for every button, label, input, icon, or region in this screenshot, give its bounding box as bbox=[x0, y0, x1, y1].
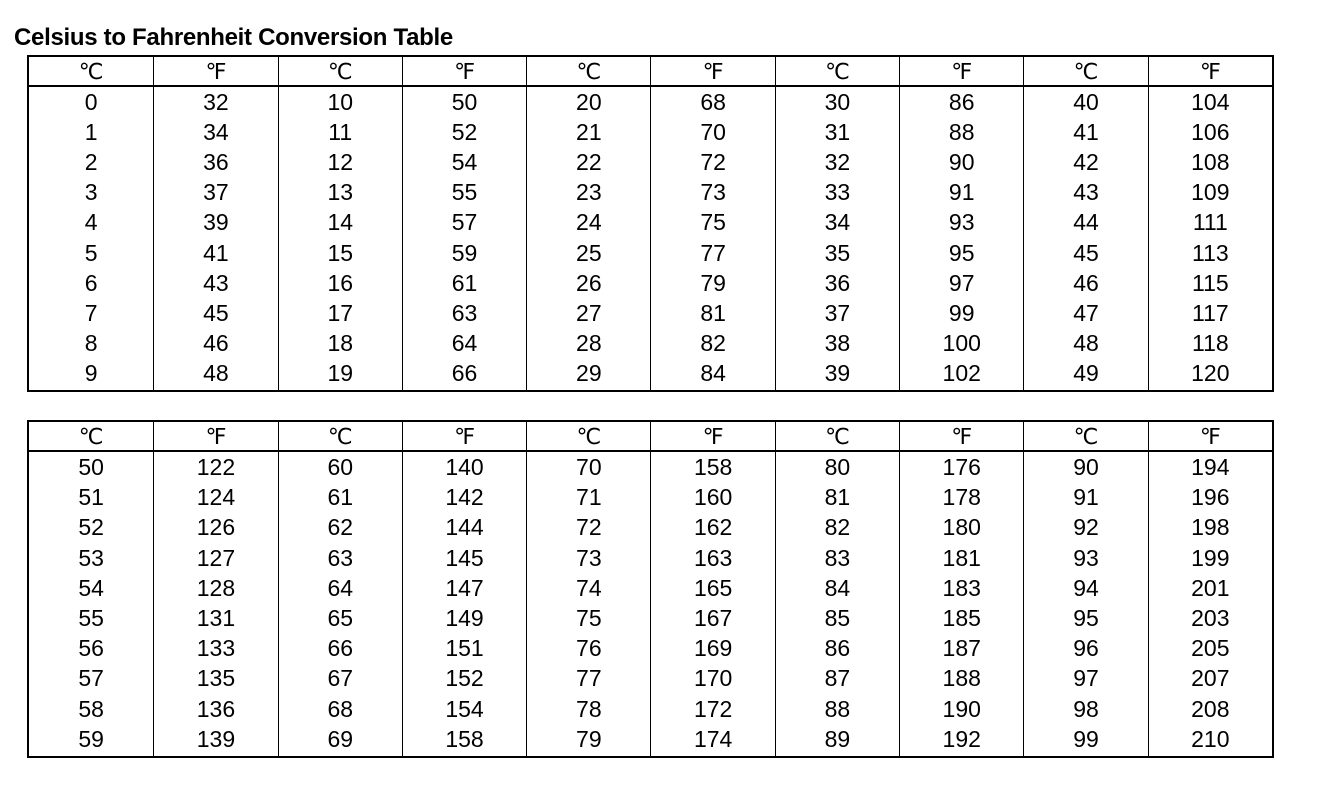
fahrenheit-cell: 113 bbox=[1191, 239, 1229, 266]
celsius-cell: 64 bbox=[327, 574, 354, 601]
fahrenheit-cell: 165 bbox=[693, 574, 733, 601]
fahrenheit-cell: 82 bbox=[700, 329, 726, 356]
fahrenheit-column bbox=[153, 452, 277, 756]
fahrenheit-cell: 144 bbox=[445, 514, 484, 541]
fahrenheit-cell: 45 bbox=[203, 299, 229, 326]
celsius-cell: 2 bbox=[84, 149, 98, 176]
fahrenheit-cell: 102 bbox=[942, 359, 981, 386]
celsius-cell: 99 bbox=[1073, 725, 1099, 752]
fahrenheit-cell: 39 bbox=[203, 209, 229, 236]
celsius-cell: 13 bbox=[327, 179, 354, 206]
celsius-cell: 34 bbox=[824, 209, 851, 236]
fahrenheit-cell: 199 bbox=[1191, 544, 1230, 571]
fahrenheit-column bbox=[899, 87, 1023, 390]
celsius-cell: 52 bbox=[78, 514, 104, 541]
celsius-cell: 6 bbox=[84, 269, 98, 296]
celsius-cell: 93 bbox=[1073, 544, 1099, 571]
celsius-cell: 26 bbox=[576, 269, 602, 296]
celsius-cell: 33 bbox=[824, 179, 851, 206]
fahrenheit-cell: 162 bbox=[693, 514, 733, 541]
celsius-column bbox=[1023, 87, 1147, 390]
fahrenheit-cell: 136 bbox=[196, 695, 236, 722]
fahrenheit-cell: 72 bbox=[700, 149, 726, 176]
fahrenheit-cell: 32 bbox=[203, 89, 229, 116]
fahrenheit-cell: 185 bbox=[942, 605, 981, 632]
celsius-cell: 54 bbox=[78, 574, 104, 601]
fahrenheit-cell: 59 bbox=[451, 239, 478, 266]
fahrenheit-cell: 70 bbox=[700, 119, 726, 146]
celsius-cell: 86 bbox=[824, 635, 851, 662]
fahrenheit-cell: 41 bbox=[203, 239, 229, 266]
fahrenheit-cell: 126 bbox=[196, 514, 236, 541]
header-fahrenheit: ℉ bbox=[402, 57, 526, 85]
celsius-cell: 96 bbox=[1073, 635, 1099, 662]
celsius-cell: 50 bbox=[78, 454, 104, 481]
fahrenheit-column bbox=[650, 452, 774, 756]
fahrenheit-cell: 77 bbox=[700, 239, 726, 266]
fahrenheit-cell: 208 bbox=[1191, 695, 1230, 722]
fahrenheit-cell: 140 bbox=[445, 454, 484, 481]
celsius-column bbox=[526, 452, 650, 756]
fahrenheit-cell: 115 bbox=[1191, 269, 1229, 296]
celsius-cell: 18 bbox=[327, 329, 354, 356]
header-celsius: ℃ bbox=[78, 59, 104, 84]
celsius-cell: 1 bbox=[84, 119, 98, 146]
celsius-cell: 23 bbox=[576, 179, 602, 206]
celsius-cell: 78 bbox=[576, 695, 602, 722]
celsius-cell: 69 bbox=[327, 725, 354, 752]
fahrenheit-cell: 90 bbox=[948, 149, 975, 176]
fahrenheit-cell: 43 bbox=[203, 269, 229, 296]
celsius-cell: 12 bbox=[327, 149, 354, 176]
page-title: Celsius to Fahrenheit Conversion Table bbox=[14, 24, 453, 51]
fahrenheit-cell: 50 bbox=[451, 89, 478, 116]
celsius-cell: 10 bbox=[327, 89, 354, 116]
header-fahrenheit: ℉ bbox=[1148, 422, 1272, 450]
fahrenheit-cell: 37 bbox=[203, 179, 229, 206]
fahrenheit-cell: 158 bbox=[445, 725, 484, 752]
fahrenheit-cell: 61 bbox=[451, 269, 478, 296]
fahrenheit-cell: 57 bbox=[451, 209, 478, 236]
celsius-cell: 27 bbox=[576, 299, 602, 326]
celsius-cell: 89 bbox=[824, 725, 851, 752]
celsius-cell: 25 bbox=[576, 239, 602, 266]
fahrenheit-cell: 127 bbox=[196, 544, 236, 571]
celsius-cell: 62 bbox=[327, 514, 354, 541]
celsius-cell: 87 bbox=[824, 665, 851, 692]
fahrenheit-column bbox=[650, 87, 774, 390]
fahrenheit-cell: 178 bbox=[942, 484, 981, 511]
fahrenheit-cell: 172 bbox=[693, 695, 733, 722]
fahrenheit-cell: 205 bbox=[1191, 635, 1230, 662]
celsius-cell: 55 bbox=[78, 605, 104, 632]
fahrenheit-cell: 194 bbox=[1191, 454, 1230, 481]
header-fahrenheit: ℉ bbox=[650, 57, 774, 85]
fahrenheit-cell: 34 bbox=[203, 119, 229, 146]
fahrenheit-cell: 128 bbox=[196, 574, 236, 601]
celsius-cell: 15 bbox=[327, 239, 354, 266]
celsius-cell: 28 bbox=[576, 329, 602, 356]
fahrenheit-cell: 99 bbox=[948, 299, 975, 326]
celsius-column bbox=[29, 452, 153, 756]
fahrenheit-cell: 169 bbox=[693, 635, 733, 662]
celsius-cell: 75 bbox=[576, 605, 602, 632]
table-body bbox=[29, 87, 1272, 390]
celsius-cell: 84 bbox=[824, 574, 851, 601]
celsius-cell: 40 bbox=[1073, 89, 1099, 116]
celsius-cell: 38 bbox=[824, 329, 851, 356]
fahrenheit-cell: 210 bbox=[1191, 725, 1230, 752]
fahrenheit-cell: 201 bbox=[1191, 574, 1230, 601]
fahrenheit-cell: 120 bbox=[1191, 359, 1230, 386]
fahrenheit-cell: 147 bbox=[445, 574, 484, 601]
table-body bbox=[29, 452, 1272, 756]
celsius-cell: 41 bbox=[1073, 119, 1099, 146]
fahrenheit-cell: 100 bbox=[942, 329, 981, 356]
celsius-cell: 29 bbox=[576, 359, 602, 386]
celsius-cell: 31 bbox=[824, 119, 851, 146]
celsius-cell: 74 bbox=[576, 574, 602, 601]
celsius-cell: 76 bbox=[576, 635, 602, 662]
fahrenheit-cell: 163 bbox=[693, 544, 733, 571]
table-header-row bbox=[29, 422, 1272, 452]
celsius-cell: 90 bbox=[1073, 454, 1099, 481]
fahrenheit-cell: 111 bbox=[1192, 209, 1228, 236]
fahrenheit-cell: 174 bbox=[693, 725, 733, 752]
celsius-cell: 16 bbox=[327, 269, 354, 296]
celsius-cell: 44 bbox=[1073, 209, 1099, 236]
fahrenheit-cell: 64 bbox=[451, 329, 478, 356]
fahrenheit-cell: 108 bbox=[1191, 149, 1230, 176]
fahrenheit-cell: 190 bbox=[942, 695, 981, 722]
table-header-row bbox=[29, 57, 1272, 87]
conversion-table-2 bbox=[27, 420, 1274, 758]
fahrenheit-cell: 183 bbox=[942, 574, 981, 601]
celsius-cell: 98 bbox=[1073, 695, 1099, 722]
celsius-cell: 48 bbox=[1073, 329, 1099, 356]
fahrenheit-cell: 95 bbox=[948, 239, 975, 266]
fahrenheit-cell: 55 bbox=[451, 179, 478, 206]
celsius-cell: 43 bbox=[1073, 179, 1099, 206]
celsius-column bbox=[278, 87, 402, 390]
celsius-column bbox=[775, 452, 899, 756]
celsius-cell: 35 bbox=[824, 239, 851, 266]
celsius-cell: 19 bbox=[327, 359, 354, 386]
fahrenheit-cell: 154 bbox=[445, 695, 484, 722]
fahrenheit-cell: 131 bbox=[196, 605, 236, 632]
fahrenheit-column bbox=[402, 452, 526, 756]
fahrenheit-cell: 52 bbox=[451, 119, 478, 146]
header-fahrenheit: ℉ bbox=[899, 57, 1023, 85]
celsius-cell: 49 bbox=[1073, 359, 1099, 386]
fahrenheit-cell: 109 bbox=[1191, 179, 1230, 206]
fahrenheit-cell: 158 bbox=[693, 454, 733, 481]
celsius-cell: 3 bbox=[84, 179, 98, 206]
celsius-cell: 46 bbox=[1073, 269, 1099, 296]
fahrenheit-cell: 48 bbox=[203, 359, 229, 386]
header-fahrenheit: ℉ bbox=[650, 422, 774, 450]
celsius-column bbox=[29, 87, 153, 390]
fahrenheit-cell: 63 bbox=[451, 299, 478, 326]
header-fahrenheit: ℉ bbox=[899, 422, 1023, 450]
celsius-cell: 20 bbox=[576, 89, 602, 116]
fahrenheit-cell: 176 bbox=[942, 454, 981, 481]
celsius-cell: 97 bbox=[1073, 665, 1099, 692]
fahrenheit-cell: 122 bbox=[196, 454, 236, 481]
celsius-cell: 24 bbox=[576, 209, 602, 236]
celsius-cell: 80 bbox=[824, 454, 851, 481]
header-fahrenheit: ℉ bbox=[153, 422, 277, 450]
header-celsius: ℃ bbox=[526, 57, 650, 85]
celsius-cell: 53 bbox=[78, 544, 104, 571]
celsius-cell: 66 bbox=[327, 635, 354, 662]
fahrenheit-cell: 135 bbox=[196, 665, 236, 692]
fahrenheit-cell: 73 bbox=[700, 179, 726, 206]
celsius-cell: 0 bbox=[84, 89, 98, 116]
fahrenheit-column bbox=[1148, 452, 1272, 756]
celsius-cell: 14 bbox=[327, 209, 354, 236]
fahrenheit-cell: 139 bbox=[196, 725, 236, 752]
celsius-cell: 32 bbox=[824, 149, 851, 176]
fahrenheit-cell: 106 bbox=[1191, 119, 1230, 146]
fahrenheit-cell: 167 bbox=[693, 605, 733, 632]
fahrenheit-cell: 93 bbox=[948, 209, 975, 236]
fahrenheit-cell: 188 bbox=[942, 665, 981, 692]
fahrenheit-cell: 81 bbox=[700, 299, 726, 326]
fahrenheit-cell: 196 bbox=[1191, 484, 1230, 511]
celsius-cell: 9 bbox=[84, 359, 98, 386]
celsius-cell: 22 bbox=[576, 149, 602, 176]
celsius-cell: 58 bbox=[78, 695, 104, 722]
fahrenheit-cell: 160 bbox=[693, 484, 733, 511]
celsius-cell: 71 bbox=[576, 484, 602, 511]
header-celsius: ℃ bbox=[1023, 57, 1147, 85]
celsius-cell: 91 bbox=[1073, 484, 1099, 511]
fahrenheit-cell: 117 bbox=[1191, 299, 1229, 326]
fahrenheit-cell: 180 bbox=[942, 514, 981, 541]
celsius-column bbox=[775, 87, 899, 390]
header-fahrenheit: ℉ bbox=[153, 57, 277, 85]
celsius-cell: 7 bbox=[84, 299, 98, 326]
header-celsius: ℃ bbox=[1023, 422, 1147, 450]
celsius-cell: 88 bbox=[824, 695, 851, 722]
celsius-cell: 42 bbox=[1073, 149, 1099, 176]
fahrenheit-cell: 88 bbox=[948, 119, 975, 146]
header-celsius: ℃ bbox=[78, 424, 104, 449]
fahrenheit-cell: 170 bbox=[693, 665, 733, 692]
header-celsius: ℃ bbox=[526, 422, 650, 450]
celsius-cell: 39 bbox=[824, 359, 851, 386]
fahrenheit-cell: 152 bbox=[445, 665, 484, 692]
celsius-cell: 79 bbox=[576, 725, 602, 752]
fahrenheit-cell: 198 bbox=[1191, 514, 1230, 541]
celsius-cell: 81 bbox=[824, 484, 851, 511]
celsius-cell: 8 bbox=[84, 329, 98, 356]
celsius-cell: 45 bbox=[1073, 239, 1099, 266]
fahrenheit-cell: 192 bbox=[942, 725, 981, 752]
celsius-cell: 83 bbox=[824, 544, 851, 571]
fahrenheit-cell: 97 bbox=[948, 269, 975, 296]
fahrenheit-cell: 36 bbox=[203, 149, 229, 176]
celsius-cell: 11 bbox=[328, 119, 353, 146]
fahrenheit-cell: 75 bbox=[700, 209, 726, 236]
celsius-cell: 65 bbox=[327, 605, 354, 632]
celsius-cell: 72 bbox=[576, 514, 602, 541]
fahrenheit-cell: 207 bbox=[1191, 665, 1230, 692]
fahrenheit-cell: 86 bbox=[948, 89, 975, 116]
celsius-cell: 57 bbox=[78, 665, 104, 692]
fahrenheit-cell: 145 bbox=[445, 544, 484, 571]
fahrenheit-cell: 118 bbox=[1191, 329, 1229, 356]
celsius-cell: 77 bbox=[576, 665, 602, 692]
fahrenheit-cell: 79 bbox=[700, 269, 726, 296]
header-celsius: ℃ bbox=[278, 422, 402, 450]
celsius-column bbox=[526, 87, 650, 390]
fahrenheit-cell: 124 bbox=[196, 484, 236, 511]
celsius-cell: 70 bbox=[576, 454, 602, 481]
fahrenheit-cell: 104 bbox=[1191, 89, 1230, 116]
fahrenheit-cell: 203 bbox=[1191, 605, 1230, 632]
fahrenheit-column bbox=[899, 452, 1023, 756]
celsius-cell: 30 bbox=[824, 89, 851, 116]
celsius-cell: 95 bbox=[1073, 605, 1099, 632]
fahrenheit-column bbox=[153, 87, 277, 390]
celsius-cell: 47 bbox=[1073, 299, 1099, 326]
celsius-cell: 5 bbox=[84, 239, 98, 266]
fahrenheit-cell: 149 bbox=[445, 605, 484, 632]
celsius-cell: 85 bbox=[824, 605, 851, 632]
header-fahrenheit: ℉ bbox=[402, 422, 526, 450]
celsius-cell: 51 bbox=[78, 484, 104, 511]
header-celsius: ℃ bbox=[278, 57, 402, 85]
celsius-cell: 17 bbox=[327, 299, 354, 326]
celsius-cell: 37 bbox=[824, 299, 851, 326]
celsius-cell: 82 bbox=[824, 514, 851, 541]
fahrenheit-column bbox=[1148, 87, 1272, 390]
fahrenheit-cell: 142 bbox=[445, 484, 484, 511]
fahrenheit-cell: 187 bbox=[942, 635, 981, 662]
fahrenheit-cell: 84 bbox=[700, 359, 726, 386]
celsius-cell: 92 bbox=[1073, 514, 1099, 541]
celsius-cell: 68 bbox=[327, 695, 354, 722]
celsius-cell: 67 bbox=[327, 665, 354, 692]
fahrenheit-cell: 66 bbox=[451, 359, 478, 386]
fahrenheit-cell: 54 bbox=[451, 149, 478, 176]
fahrenheit-column bbox=[402, 87, 526, 390]
fahrenheit-cell: 91 bbox=[948, 179, 975, 206]
celsius-cell: 63 bbox=[327, 544, 354, 571]
fahrenheit-cell: 133 bbox=[196, 635, 236, 662]
celsius-cell: 60 bbox=[327, 454, 354, 481]
celsius-cell: 59 bbox=[78, 725, 104, 752]
fahrenheit-cell: 46 bbox=[203, 329, 229, 356]
celsius-cell: 61 bbox=[327, 484, 354, 511]
celsius-cell: 56 bbox=[78, 635, 104, 662]
celsius-cell: 94 bbox=[1073, 574, 1099, 601]
celsius-cell: 21 bbox=[576, 119, 602, 146]
celsius-cell: 4 bbox=[84, 209, 98, 236]
fahrenheit-cell: 68 bbox=[700, 89, 726, 116]
header-celsius: ℃ bbox=[775, 57, 899, 85]
fahrenheit-cell: 151 bbox=[445, 635, 484, 662]
celsius-cell: 36 bbox=[824, 269, 851, 296]
header-fahrenheit: ℉ bbox=[1148, 57, 1272, 85]
celsius-cell: 73 bbox=[576, 544, 602, 571]
celsius-column bbox=[1023, 452, 1147, 756]
celsius-column bbox=[278, 452, 402, 756]
header-celsius: ℃ bbox=[775, 422, 899, 450]
fahrenheit-cell: 181 bbox=[942, 544, 981, 571]
conversion-table-1 bbox=[27, 55, 1274, 392]
